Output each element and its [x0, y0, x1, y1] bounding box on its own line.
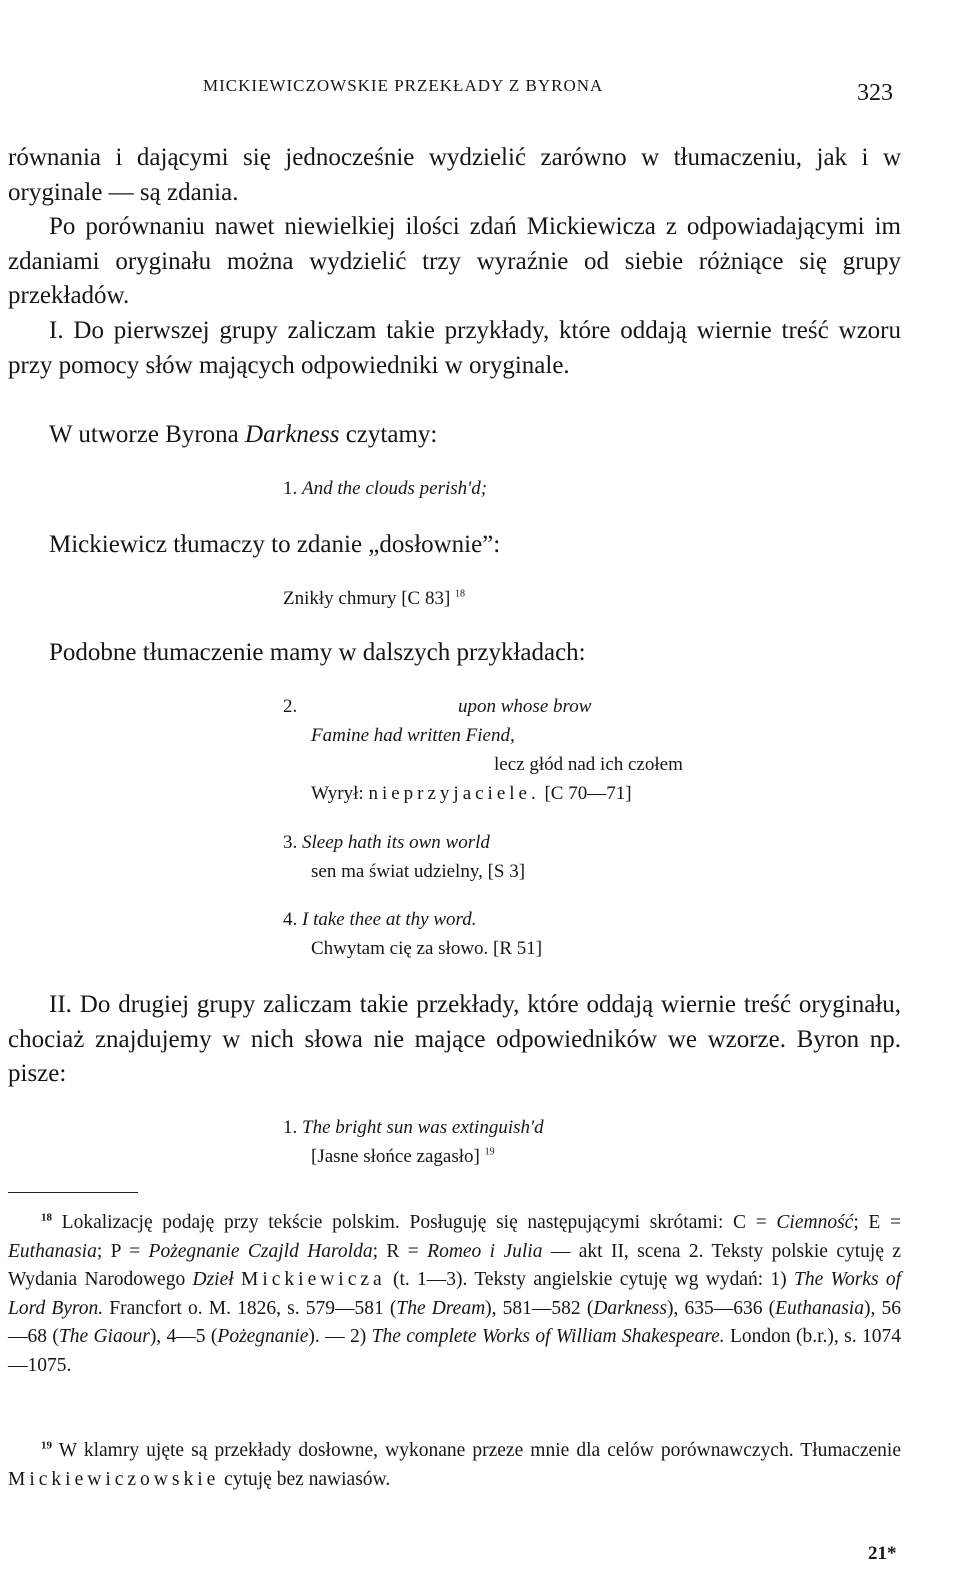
example-3-translation: sen ma świat udzielny, [S 3]: [311, 861, 526, 882]
example-5-original: 1. The bright sun was extinguish'd: [283, 1117, 544, 1138]
example-2-line3: lecz głód nad ich czołem: [494, 754, 683, 775]
example-5-translation: [Jasne słońce zagasło] $^{19}$: [311, 1146, 495, 1167]
paragraph-comparison: Po porównaniu nawet niewielkiej ilości zdań Mickiewicza z odpowiadającymi im zdaniami oryginału można wydzielić trzy wyraźnie od siebie różniące się grupy przekładów.: [8, 213, 901, 309]
paragraph-group-one: I. Do pierwszej grupy zaliczam takie przykłady, które oddają wiernie treść wzoru przy pomocy słów mających odpowiedniki w oryginale.: [8, 317, 901, 379]
paragraph-darkness-intro: W utworze Byrona Darkness czytamy:: [49, 421, 438, 448]
work-title-darkness: Darkness: [245, 421, 340, 448]
paragraph-further-examples: Podobne tłumaczenie mamy w dalszych przykładach:: [49, 639, 586, 666]
example-4-original: 4. I take thee at thy word.: [283, 909, 477, 930]
paragraph-continuation: równania i dającymi się jednocześnie wydzielić zarówno w tłumaczeniu, jak i w oryginale — są zdania.: [8, 144, 901, 206]
footnote-divider: [8, 1192, 138, 1193]
footnote-ref-19: 19: [484, 1146, 495, 1158]
page-header: [0, 72, 960, 112]
printer-signature: 21*: [868, 1543, 897, 1564]
paragraph-literal: Mickiewicz tłumaczy to zdanie „dosłownie”:: [49, 531, 501, 558]
example-2-line2: Famine had written Fiend,: [311, 725, 515, 746]
example-2-number: 2.: [283, 696, 298, 717]
example-1-translation: Znikły chmury [C 83] $^{18}$: [283, 588, 466, 609]
example-2-line4: Wyrył: nieprzyjaciele. [C 70—71]: [311, 783, 632, 804]
footnote-18: $^{18}$ Lokalizację podaję przy tekście polskim. Posługuję się następującymi skrótami: C = Ciemność; E = Euthanasia; P = Pożegnanie Czajld Harolda; R = Romeo i Julia — akt II, scena 2. Teksty polskie cytuję z Wydania Narodowego Dzieł Mickiewicza (t. 1—3). Teksty angielskie cytuję wg wydań: 1) The Works of Lord Byron. Francfort o. M. 1826, s. 579—581 (The Dream), 581—582 (Darkness), 635—636 (Euthanasia), 56—68 (The Giaour), 4—5 (Pożegnanie). — 2) The complete Works of William Shakespeare. London (b.r.), s. 1074—1075.: [8, 1211, 902, 1376]
example-1-original: 1. And the clouds perish'd;: [283, 478, 488, 499]
page-number: 323: [857, 80, 893, 106]
example-2-line1: upon whose brow: [458, 696, 592, 717]
example-4-translation: Chwytam cię za słowo. [R 51]: [311, 938, 543, 959]
footnote-19: $^{19}$ W klamry ujęte są przekłady dosłowne, wykonane przeze mnie dla celów porównawczych. Tłumaczenie Mickiewiczowskie cytuję bez nawiasów.: [8, 1439, 901, 1490]
example-3-original: 3. Sleep hath its own world: [283, 832, 490, 853]
running-title: MICKIEWICZOWSKIE PRZEKŁADY Z BYRONA: [203, 76, 604, 95]
footnote-ref-18: 18: [455, 588, 466, 600]
paragraph-group-two: II. Do drugiej grupy zaliczam takie przekłady, które oddają wiernie treść oryginału, chociaż znajdujemy w nich słowa nie mające odpowiedników we wzorze. Byron np. pisze:: [8, 991, 901, 1087]
